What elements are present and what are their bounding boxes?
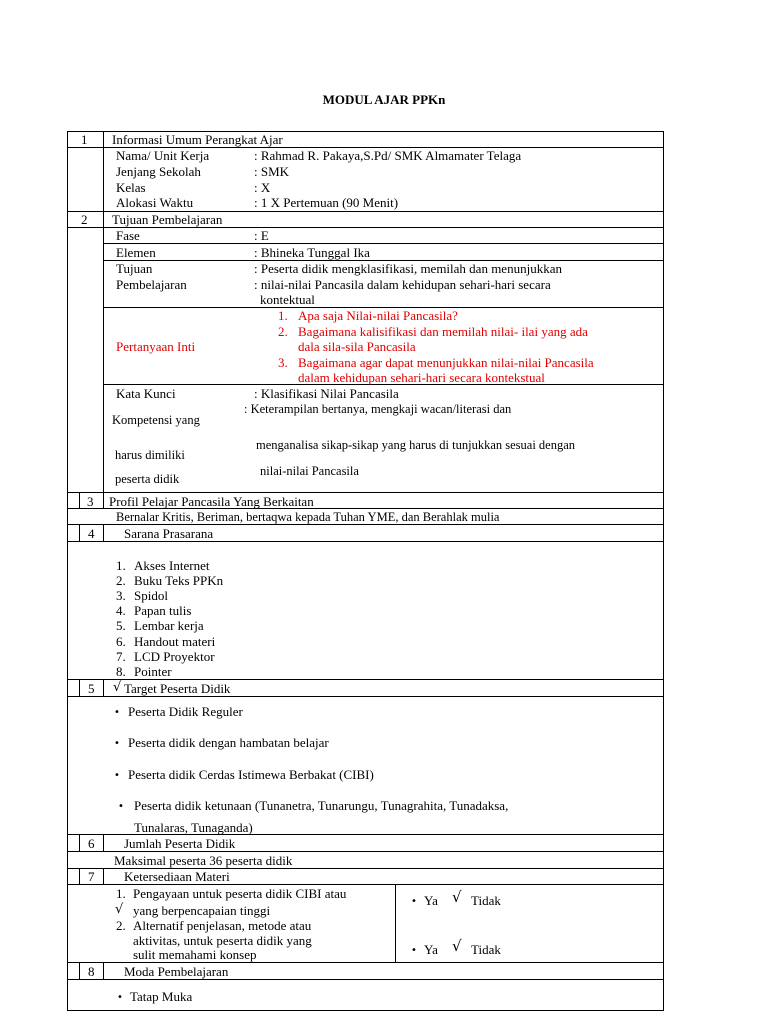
check-mark-icon: √	[115, 902, 124, 917]
field-value: : Peserta didik mengklasifikasi, memilah dan menunjukkan	[254, 261, 562, 276]
list-number: 2.	[278, 324, 288, 339]
field-value: : Klasifikasi Nilai Pancasila	[254, 386, 399, 401]
list-item: sulit memahami konsep	[133, 947, 257, 962]
section-number: 5	[88, 681, 95, 696]
section-number: 1	[81, 132, 88, 147]
check-mark-icon: √	[452, 937, 462, 955]
list-number: 4.	[116, 603, 126, 618]
list-number: 1.	[116, 886, 126, 901]
field-label: Kompetensi yang	[112, 413, 200, 427]
section-heading: Tujuan Pembelajaran	[112, 212, 223, 227]
bullet-icon: •	[411, 896, 417, 907]
list-item: Spidol	[134, 588, 168, 603]
section-content: Bernalar Kritis, Beriman, bertaqwa kepada Tuhan YME, dan Berahlak mulia	[116, 510, 500, 524]
list-item: Handout materi	[134, 634, 216, 649]
field-label: harus dimiliki	[115, 448, 185, 462]
field-label: Jenjang Sekolah	[116, 164, 201, 179]
section-number: 2	[81, 212, 88, 227]
list-number: 1.	[278, 308, 288, 323]
field-value: : Bhineka Tunggal Ika	[254, 245, 370, 260]
option-tidak: Tidak	[471, 942, 501, 957]
list-item: Bagaimana kalisifikasi dan memilah nilai- ilai yang ada	[298, 324, 588, 339]
field-label: peserta didik	[115, 472, 180, 486]
section-content: Maksimal peserta 36 peserta didik	[114, 853, 293, 868]
list-item: aktivitas, untuk peserta didik yang	[133, 933, 312, 948]
field-value: menganalisa sikap-sikap yang harus di tunjukkan sesuai dengan	[256, 438, 576, 452]
section-heading: Informasi Umum Perangkat Ajar	[112, 132, 283, 147]
field-value: kontektual	[260, 292, 315, 307]
list-number: 3.	[116, 588, 126, 603]
field-label: Alokasi Waktu	[116, 195, 194, 210]
field-label: Kata Kunci	[116, 386, 176, 401]
section-heading: Target Peserta Didik	[124, 681, 231, 696]
bullet-icon: •	[118, 801, 124, 812]
list-item: Pointer	[134, 664, 172, 679]
field-value: : SMK	[254, 164, 290, 179]
field-label: Nama/ Unit Kerja	[116, 148, 210, 163]
option-ya: Ya	[424, 942, 438, 957]
list-number: 2.	[116, 573, 126, 588]
list-item: Tatap Muka	[130, 989, 193, 1004]
field-value: : E	[254, 228, 269, 243]
list-number: 7.	[116, 649, 126, 664]
list-number: 2.	[116, 918, 126, 933]
list-item: LCD Proyektor	[134, 649, 215, 664]
list-item: dalam kehidupan sehari-hari secara kontekstual	[298, 370, 545, 385]
list-number: 1.	[116, 558, 126, 573]
section-heading: Moda Pembelajaran	[124, 964, 229, 979]
section-heading: Ketersediaan Materi	[124, 869, 230, 884]
check-mark-icon: √	[452, 888, 462, 906]
field-label: Pertanyaan Inti	[116, 339, 196, 354]
option-ya: Ya	[424, 893, 438, 908]
section-heading: Sarana Prasarana	[124, 526, 214, 541]
bullet-icon: •	[411, 945, 417, 956]
list-item: Peserta didik Cerdas Istimewa Berbakat (CIBI)	[128, 767, 374, 782]
list-item: Tunalaras, Tunaganda)	[134, 820, 253, 835]
section-heading: Profil Pelajar Pancasila Yang Berkaitan	[109, 494, 314, 509]
bullet-icon: •	[114, 707, 120, 718]
list-item: Peserta didik dengan hambatan belajar	[128, 735, 329, 750]
bullet-icon: •	[117, 992, 123, 1003]
field-label: Pembelajaran	[116, 277, 187, 292]
list-item: Papan tulis	[134, 603, 192, 618]
field-label: Tujuan	[116, 261, 153, 276]
field-value: : X	[254, 180, 271, 195]
option-tidak: Tidak	[471, 893, 501, 908]
list-item: Bagaimana agar dapat menunjukkan nilai-nilai Pancasila	[298, 355, 594, 370]
field-label: Fase	[116, 228, 140, 243]
list-item: Peserta Didik Reguler	[128, 704, 243, 719]
section-number: 4	[88, 526, 95, 541]
field-value: : Keterampilan bertanya, mengkaji wacan/literasi dan	[244, 402, 512, 416]
list-item: Buku Teks PPKn	[134, 573, 224, 588]
field-value: : nilai-nilai Pancasila dalam kehidupan sehari-hari secara	[254, 277, 551, 292]
list-number: 5.	[116, 618, 126, 633]
section-heading: Jumlah Peserta Didik	[124, 836, 236, 851]
check-mark-icon: √	[113, 680, 122, 695]
list-item: yang berpencapaian tinggi	[133, 903, 271, 918]
field-value: nilai-nilai Pancasila	[260, 464, 359, 478]
list-item: Apa saja Nilai-nilai Pancasila?	[298, 308, 458, 323]
bullet-icon: •	[114, 770, 120, 781]
list-item: Pengayaan untuk peserta didik CIBI atau	[133, 886, 347, 901]
list-item: Alternatif penjelasan, metode atau	[133, 918, 312, 933]
field-label: Kelas	[116, 180, 146, 195]
list-number: 8.	[116, 664, 126, 679]
list-number: 3.	[278, 355, 288, 370]
page-title: MODUL AJAR PPKn	[322, 92, 446, 107]
field-value: : Rahmad R. Pakaya,S.Pd/ SMK Almamater Telaga	[254, 148, 522, 163]
section-number: 8	[88, 964, 95, 979]
bullet-icon: •	[114, 738, 120, 749]
field-label: Elemen	[116, 245, 156, 260]
list-item: dala sila-sila Pancasila	[298, 339, 416, 354]
list-item: Lembar kerja	[134, 618, 204, 633]
list-item: Peserta didik ketunaan (Tunanetra, Tunarungu, Tunagrahita, Tunadaksa,	[134, 798, 509, 813]
section-number: 3	[87, 494, 94, 509]
list-number: 6.	[116, 634, 126, 649]
section-number: 7	[88, 869, 95, 884]
list-item: Akses Internet	[134, 558, 210, 573]
field-value: : 1 X Pertemuan (90 Menit)	[254, 195, 399, 210]
section-number: 6	[88, 836, 95, 851]
